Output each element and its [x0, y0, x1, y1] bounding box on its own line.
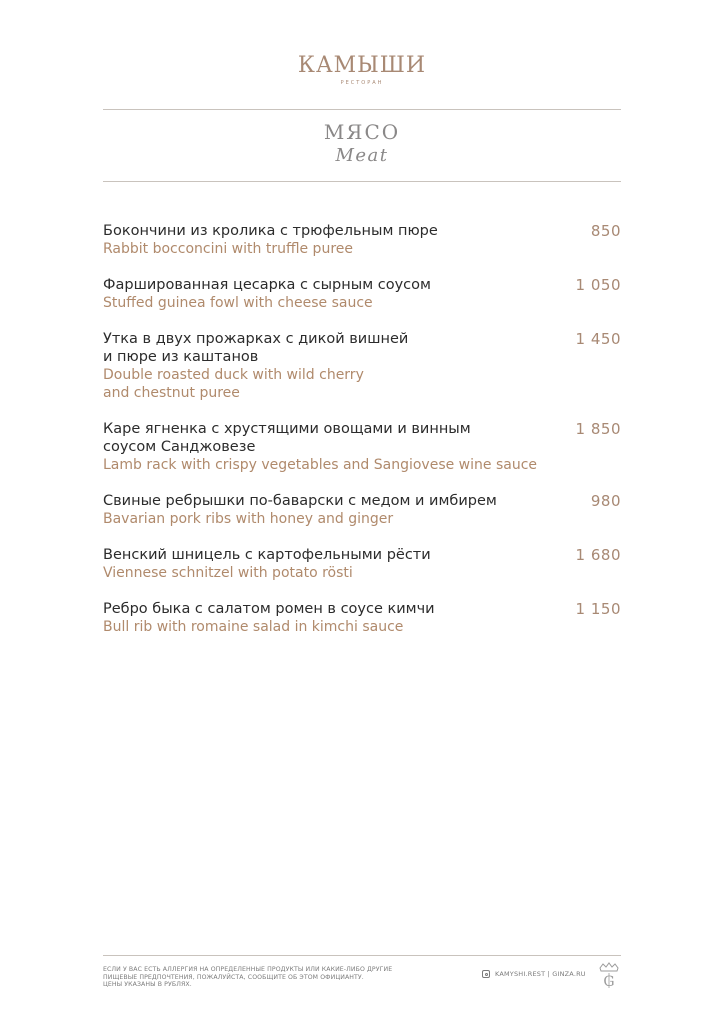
section-title-ru: МЯСО — [323, 120, 401, 144]
dish-name-en: Double roasted duck with wild cherry and chestnut puree — [103, 367, 364, 401]
dish-name-en: Viennese schnitzel with potato rösti — [103, 565, 353, 581]
dish-name-ru: Каре ягненка с хрустящими овощами и винным соусом Санджовезе — [103, 421, 471, 455]
footer-divider — [103, 955, 621, 956]
menu-item — [103, 276, 621, 312]
logo-wordmark: КАМЫШИ — [297, 53, 427, 78]
menu-item — [103, 222, 621, 258]
allergy-notice-line: ЦЕНЫ УКАЗАНЫ В РУБЛЯХ. — [103, 981, 192, 988]
dish-name-ru: Утка в двух прожарках с дикой вишней и пюре из каштанов — [103, 331, 409, 365]
section-heading — [0, 120, 724, 168]
allergy-notice-line: ЕСЛИ У ВАС ЕСТЬ АЛЛЕРГИЯ НА ОПРЕДЕЛЕННЫЕ ПРОДУКТЫ ИЛИ КАКИЕ-ЛИБО ДРУГИЕ — [103, 966, 393, 973]
ginza-crest-icon — [597, 962, 621, 990]
dish-name-en: Bavarian pork ribs with honey and ginger — [103, 511, 394, 527]
dish-name-en: Stuffed guinea fowl with cheese sauce — [103, 295, 373, 311]
menu-item — [103, 546, 621, 582]
footer-links-text[interactable]: KAMYSHI.REST | GINZA.RU — [495, 970, 586, 978]
menu-item — [103, 420, 621, 474]
dish-name-ru: Фаршированная цесарка с сырным соусом — [103, 277, 431, 293]
dish-name-ru: Бокончини из кролика с трюфельным пюре — [103, 223, 438, 239]
dish-price: 1 680 — [575, 546, 621, 564]
dish-price: 1 450 — [575, 330, 621, 348]
top-divider — [103, 109, 621, 110]
dish-name-en: Lamb rack with crispy vegetables and Sangiovese wine sauce — [103, 457, 538, 473]
menu-item — [103, 492, 621, 528]
dish-name-en: Bull rib with romaine salad in kimchi sauce — [103, 619, 404, 635]
dish-price: 1 050 — [575, 276, 621, 294]
dish-price: 980 — [590, 492, 621, 510]
dish-name-en: Rabbit bocconcini with truffle puree — [103, 241, 353, 257]
menu-list — [103, 222, 621, 654]
dish-price: 1 150 — [575, 600, 621, 618]
footer-links — [482, 970, 586, 978]
logo-subtitle: РЕСТОРАН — [340, 80, 384, 86]
menu-item — [103, 600, 621, 636]
dish-price: 1 850 — [575, 420, 621, 438]
dish-price: 850 — [590, 222, 621, 240]
heading-divider — [103, 181, 621, 182]
dish-name-ru: Свиные ребрышки по-баварски с медом и имбирем — [103, 493, 497, 509]
svg-text:G: G — [603, 974, 615, 990]
allergy-notice — [103, 966, 423, 989]
instagram-icon — [482, 970, 490, 978]
section-title-en: Meat — [335, 145, 389, 166]
dish-name-ru: Ребро быка с салатом ромен в соусе кимчи — [103, 601, 435, 617]
menu-item — [103, 330, 621, 402]
allergy-notice-line: ПИЩЕВЫЕ ПРЕДПОЧТЕНИЯ, ПОЖАЛУЙСТА, СООБЩИТЕ ОБ ЭТОМ ОФИЦИАНТУ. — [103, 973, 364, 981]
dish-name-ru: Венский шницель с картофельными рёсти — [103, 547, 431, 563]
restaurant-logo — [0, 54, 724, 86]
